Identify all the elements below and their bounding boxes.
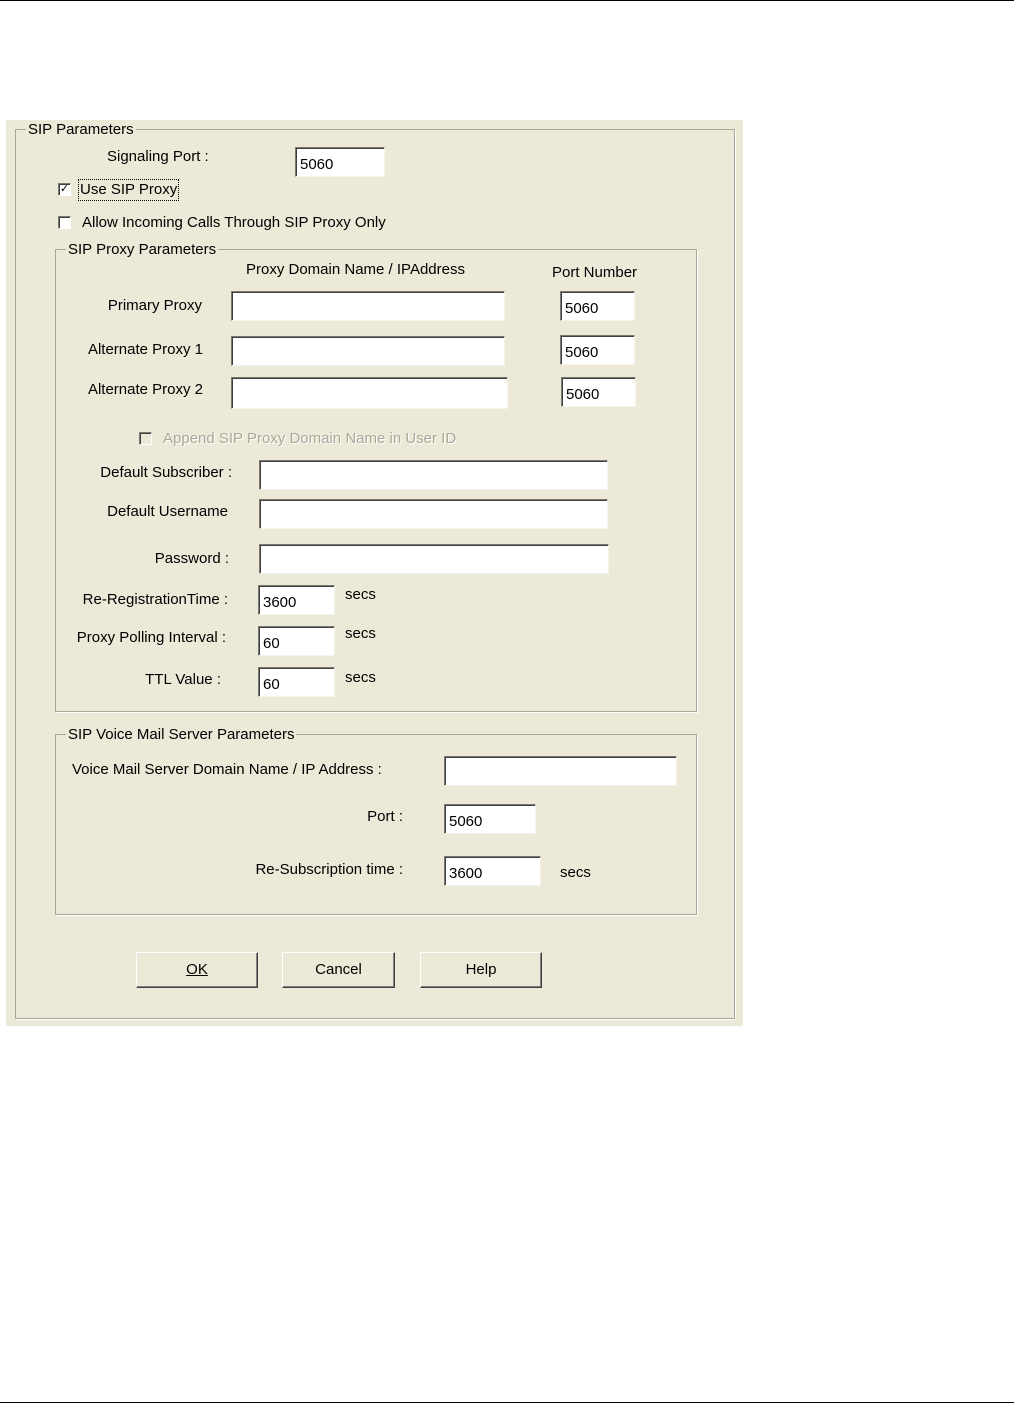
alternate-proxy-1-port-input[interactable] bbox=[560, 335, 635, 365]
help-button[interactable] bbox=[420, 952, 542, 988]
primary-proxy-label: Primary Proxy bbox=[107, 297, 202, 314]
resubscription-secs-unit: secs bbox=[560, 864, 591, 881]
ttl-value-label: TTL Value : bbox=[145, 671, 221, 688]
resubscription-time-label: Re-Subscription time : bbox=[255, 861, 403, 878]
reregistration-secs-unit: secs bbox=[345, 586, 376, 603]
proxy-domain-column-header: Proxy Domain Name / IPAddress bbox=[246, 261, 465, 278]
cancel-button-label: Cancel bbox=[315, 961, 362, 978]
cancel-button[interactable] bbox=[282, 952, 395, 988]
proxy-polling-interval-label: Proxy Polling Interval : bbox=[76, 629, 226, 646]
alternate-proxy-1-label: Alternate Proxy 1 bbox=[87, 341, 203, 358]
sip-parameters-dialog bbox=[6, 120, 743, 1026]
voicemail-domain-input[interactable] bbox=[444, 756, 677, 786]
use-sip-proxy-label[interactable] bbox=[80, 181, 177, 199]
port-number-column-header: Port Number bbox=[552, 264, 638, 281]
ttl-value-input[interactable] bbox=[258, 667, 335, 697]
primary-proxy-domain-input[interactable] bbox=[231, 291, 505, 321]
signaling-port-input[interactable] bbox=[295, 147, 385, 177]
proxy-polling-secs-unit: secs bbox=[345, 625, 376, 642]
password-label: Password : bbox=[154, 550, 229, 567]
sip-proxy-parameters-title: SIP Proxy Parameters bbox=[68, 241, 217, 258]
ok-button-label: OK bbox=[186, 961, 208, 978]
append-domain-checkbox[interactable] bbox=[139, 432, 152, 445]
alternate-proxy-2-domain-input[interactable] bbox=[231, 377, 508, 409]
use-sip-proxy-text: Use SIP Proxy bbox=[80, 181, 178, 198]
append-domain-label[interactable]: Append SIP Proxy Domain Name in User ID bbox=[163, 430, 457, 447]
page-top-rule bbox=[0, 0, 1014, 1]
sip-parameters-title: SIP Parameters bbox=[28, 121, 134, 138]
default-username-label: Default Username bbox=[107, 503, 228, 520]
ok-button[interactable] bbox=[136, 952, 258, 988]
resubscription-time-input[interactable] bbox=[444, 856, 541, 886]
proxy-polling-interval-input[interactable] bbox=[258, 626, 335, 656]
reregistration-time-input[interactable] bbox=[258, 585, 335, 615]
alternate-proxy-2-port-input[interactable] bbox=[561, 377, 636, 407]
help-button-label: Help bbox=[465, 961, 497, 978]
allow-incoming-label[interactable]: Allow Incoming Calls Through SIP Proxy Only bbox=[82, 214, 386, 231]
reregistration-time-label: Re-RegistrationTime : bbox=[82, 591, 228, 608]
voicemail-domain-label: Voice Mail Server Domain Name / IP Address : bbox=[72, 761, 382, 778]
voicemail-port-label: Port : bbox=[367, 808, 403, 825]
page-bottom-rule bbox=[0, 1402, 1014, 1403]
default-subscriber-input[interactable] bbox=[259, 460, 608, 490]
ttl-secs-unit: secs bbox=[345, 669, 376, 686]
password-input[interactable] bbox=[259, 544, 609, 574]
default-username-input[interactable] bbox=[259, 499, 608, 529]
use-sip-proxy-checkbox[interactable]: ✓ bbox=[59, 183, 70, 195]
primary-proxy-port-input[interactable] bbox=[560, 291, 635, 321]
default-subscriber-label: Default Subscriber : bbox=[100, 464, 232, 481]
voicemail-port-input[interactable] bbox=[444, 804, 536, 834]
allow-incoming-checkbox[interactable] bbox=[58, 216, 71, 229]
alternate-proxy-2-label: Alternate Proxy 2 bbox=[87, 381, 203, 398]
signaling-port-label: Signaling Port : bbox=[107, 148, 209, 165]
alternate-proxy-1-domain-input[interactable] bbox=[231, 336, 505, 366]
voice-mail-server-title: SIP Voice Mail Server Parameters bbox=[68, 726, 295, 743]
